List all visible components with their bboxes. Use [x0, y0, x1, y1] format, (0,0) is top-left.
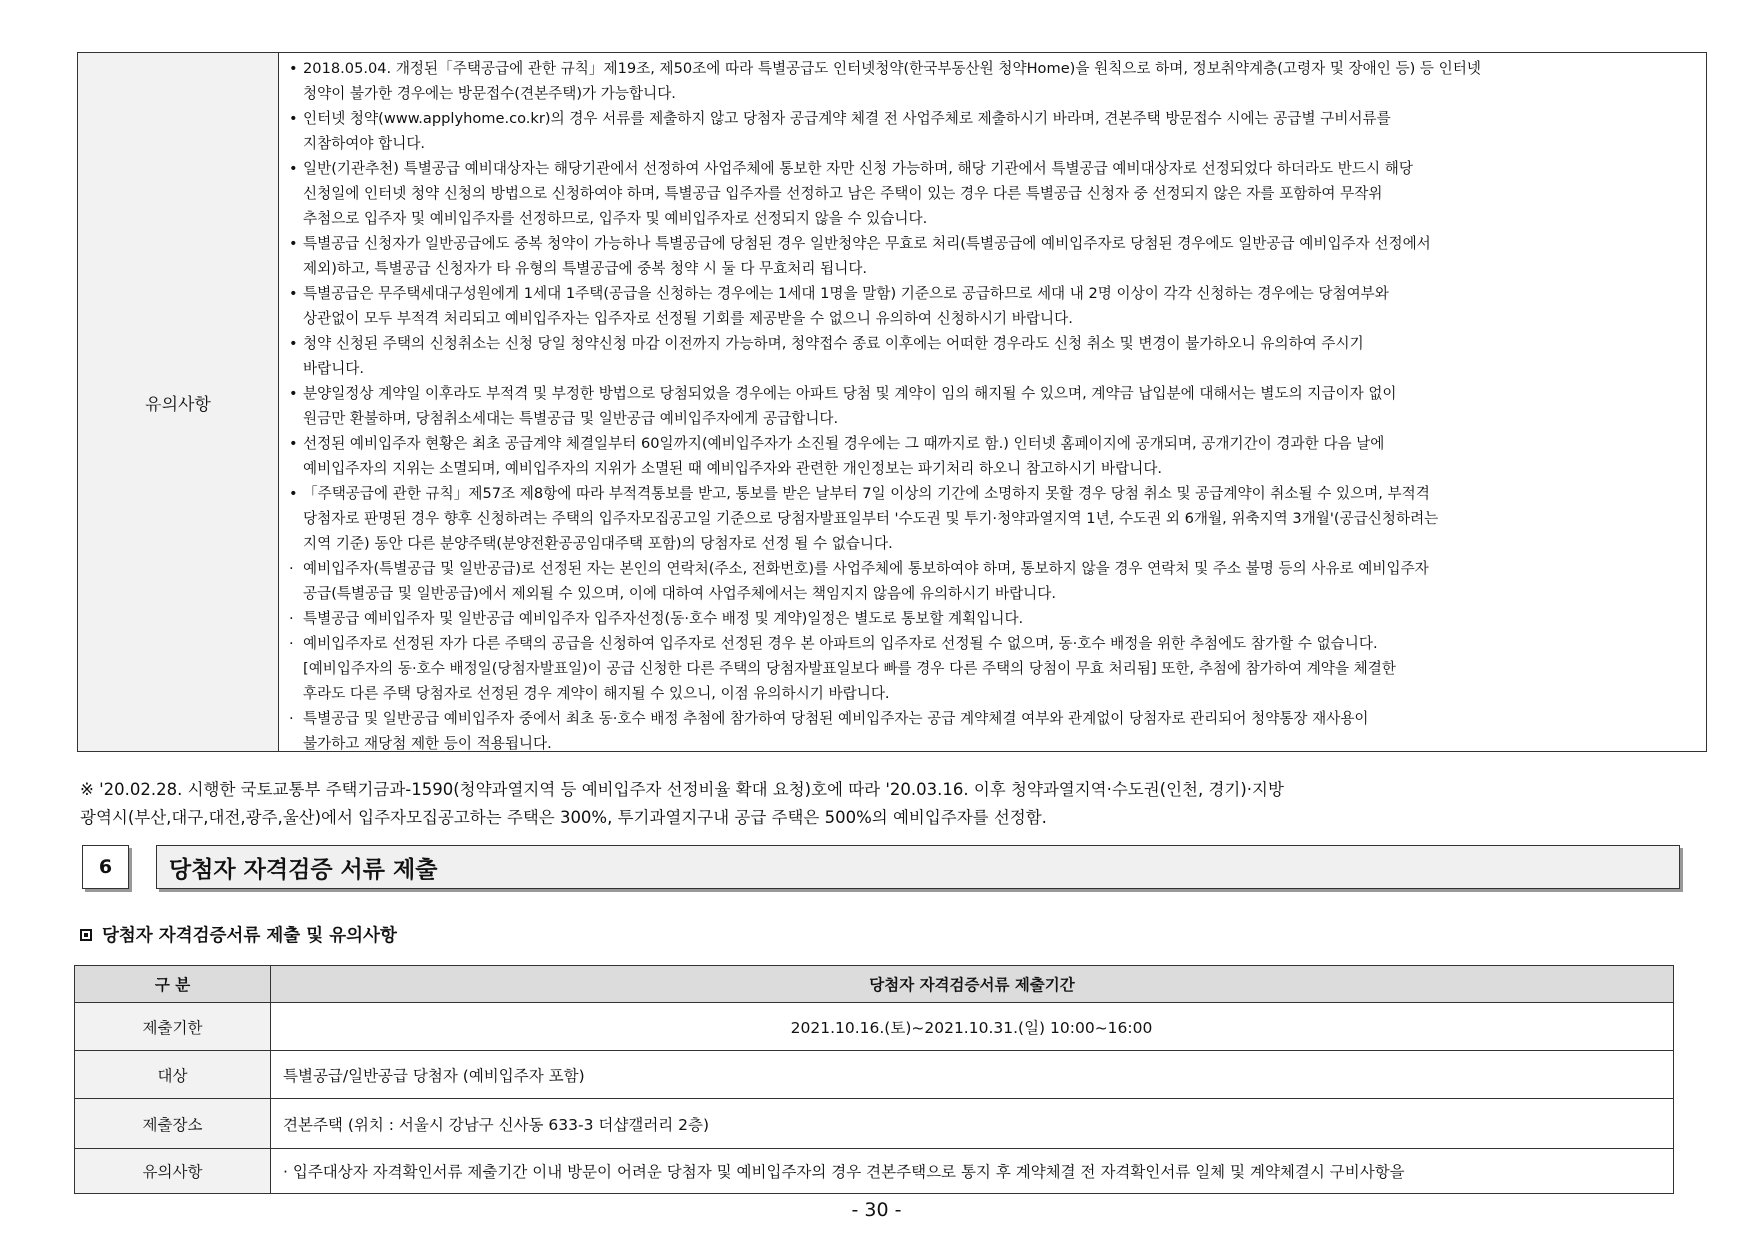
- section-title: 당첨자 자격검증 서류 제출: [156, 845, 1680, 889]
- table-row: [75, 1051, 1674, 1099]
- bullet-marker: •: [289, 60, 298, 77]
- note-item: [289, 706, 1696, 756]
- row-label: 유의사항: [75, 1149, 271, 1194]
- table-row: [75, 1149, 1674, 1194]
- note-item: [289, 56, 1696, 106]
- footnote: ※ '20.02.28. 시행한 국토교통부 주택기금과-1590(청약과열지역 등 예비입주자 선정비율 확대 요청)호에 따라 '20.03.16. 이후 청약과열지역·수도권(인천, 경기)·지방 광역시(부산,대구,대전,광주,울산)에서 입주자모집공고하는 주택은 300%, 투기과열지구내 공급 주택은 500%의 예비입주자를 선정함.: [80, 780, 1284, 827]
- row-label: 제출기한: [75, 1003, 271, 1051]
- document-submission-table: [74, 965, 1674, 1194]
- note-text: 예비입주자(특별공급 및 일반공급)로 선정된 자는 본인의 연락처(주소, 전화번호)를 사업주체에 통보하여야 하며, 통보하지 않을 경우 연락처 및 주소 불명 등의 사유로 예비입주자 공급(특별공급 및 일반공급)에서 제외될 수 있으며, 이에 대하여 사업주체에서는 책임지지 않음에 유의하시기 바랍니다.: [303, 560, 1429, 602]
- bullet-marker: ·: [289, 635, 294, 652]
- note-text: 예비입주자로 선정된 자가 다른 주택의 공급을 신청하여 입주자로 선정된 경우 본 아파트의 입주자로 선정될 수 없으며, 동·호수 배정을 위한 추첨에도 참가할 수 없습니다. [예비입주자의 동·호수 배정일(당첨자발표일)이 공급 신청한 다른 주택의 당첨자발표일보다 빠를 경우 다른 주택의 당첨이 무효 처리됨] 또한, 추첨에 참가하여 계약을 체결한 후라도 다른 주택 당첨자로 선정된 경우 계약이 해지될 수 있으니, 이점 유의하시기 바랍니다.: [303, 635, 1396, 702]
- square-bullet-icon: [80, 929, 92, 941]
- table-row: [75, 1003, 1674, 1051]
- section-number: 6: [82, 845, 129, 889]
- row-value: 견본주택 (위치 : 서울시 강남구 신사동 633-3 더샵갤러리 2층): [271, 1099, 1674, 1149]
- note-text: 2018.05.04. 개정된「주택공급에 관한 규칙」제19조, 제50조에 따라 특별공급도 인터넷청약(한국부동산원 청약Home)을 원칙으로 하며, 정보취약계층(고령자 및 장애인 등) 등 인터넷 청약이 불가한 경우에는 방문접수(견본주택)가 가능합니다.: [303, 60, 1481, 102]
- row-value: 2021.10.16.(토)~2021.10.31.(일) 10:00~16:00: [271, 1003, 1674, 1051]
- note-item: [289, 481, 1696, 556]
- page-number: - 30 -: [851, 1199, 902, 1221]
- bullet-marker: •: [289, 235, 298, 252]
- note-text: 특별공급 신청자가 일반공급에도 중복 청약이 가능하나 특별공급에 당첨된 경우 일반청약은 무효로 처리(특별공급에 예비입주자로 당첨된 경우에도 일반공급 예비입주자 선정에서 제외)하고, 특별공급 신청자가 타 유형의 특별공급에 중복 청약 시 둘 다 무효처리 됩니다.: [303, 235, 1431, 277]
- note-item: [289, 606, 1696, 631]
- bullet-marker: ·: [289, 710, 294, 727]
- bullet-marker: •: [289, 435, 298, 452]
- note-item: [289, 281, 1696, 331]
- bullet-marker: •: [289, 110, 298, 127]
- bullet-marker: •: [289, 335, 298, 352]
- note-text: 선정된 예비입주자 현황은 최초 공급계약 체결일부터 60일까지(예비입주자가 소진될 경우에는 그 때까지로 함.) 인터넷 홈페이지에 공개되며, 공개기간이 경과한 다음 날에 예비입주자의 지위는 소멸되며, 예비입주자의 지위가 소멸된 때 예비입주자와 관련한 개인정보는 파기처리 하오니 참고하시기 바랍니다.: [303, 435, 1385, 477]
- row-label: 대상: [75, 1051, 271, 1099]
- note-item: [289, 556, 1696, 606]
- bullet-marker: ·: [289, 560, 294, 577]
- subheading: [80, 922, 397, 947]
- header-period: 당첨자 자격검증서류 제출기간: [271, 966, 1674, 1003]
- note-item: [289, 431, 1696, 481]
- note-item: [289, 631, 1696, 706]
- note-text: 인터넷 청약(www.applyhome.co.kr)의 경우 서류를 제출하지 않고 당첨자 공급계약 체결 전 사업주체로 제출하시기 바라며, 견본주택 방문접수 시에는 공급별 구비서류를 지참하여야 합니다.: [303, 110, 1391, 152]
- note-text: 「주택공급에 관한 규칙」제57조 제8항에 따라 부적격통보를 받고, 통보를 받은 날부터 7일 이상의 기간에 소명하지 못할 경우 당첨 취소 및 공급계약이 취소될 수 있으며, 부적격 당첨자로 판명된 경우 향후 신청하려는 주택의 입주자모집공고일 기준으로 당첨자발표일부터 '수도권 및 투기·청약과열지역 1년, 수도권 외 6개월, 위축지역 3개월'(공급신청하려는 지역 기준) 동안 다른 분양주택(분양전환공공임대주택 포함)의 당첨자로 선정 될 수 없습니다.: [303, 485, 1439, 552]
- row-value: · 입주대상자 자격확인서류 제출기간 이내 방문이 어려운 당첨자 및 예비입주자의 경우 견본주택으로 통지 후 계약체결 전 자격확인서류 일체 및 계약체결시 구비사항을: [271, 1149, 1674, 1194]
- table-row: [75, 1099, 1674, 1149]
- note-item: [289, 381, 1696, 431]
- table-header-row: [75, 966, 1674, 1003]
- bullet-marker: •: [289, 385, 298, 402]
- header-category: 구 분: [75, 966, 271, 1003]
- notes-body: [279, 53, 1706, 751]
- note-text: 일반(기관추천) 특별공급 예비대상자는 해당기관에서 선정하여 사업주체에 통보한 자만 신청 가능하며, 해당 기관에서 특별공급 예비대상자로 선정되었다 하더라도 반드시 해당 신청일에 인터넷 청약 신청의 방법으로 신청하여야 하며, 특별공급 입주자를 선정하고 남은 주택이 있는 경우 다른 특별공급 신청자 중 선정되지 않은 자를 포함하여 무작위 추첨으로 입주자 및 예비입주자를 선정하므로, 입주자 및 예비입주자로 선정되지 않을 수 있습니다.: [303, 160, 1413, 227]
- row-label: 제출장소: [75, 1099, 271, 1149]
- bullet-marker: •: [289, 160, 298, 177]
- note-item: [289, 231, 1696, 281]
- note-item: [289, 331, 1696, 381]
- note-text: 특별공급 및 일반공급 예비입주자 중에서 최초 동·호수 배정 추첨에 참가하여 당첨된 예비입주자는 공급 계약체결 여부와 관계없이 당첨자로 관리되어 청약통장 재사용이 불가하고 재당첨 제한 등이 적용됩니다.: [303, 710, 1369, 752]
- note-text: 특별공급은 무주택세대구성원에게 1세대 1주택(공급을 신청하는 경우에는 1세대 1명을 말함) 기준으로 공급하므로 세대 내 2명 이상이 각각 신청하는 경우에는 당첨여부와 상관없이 모두 부적격 처리되고 예비입주자는 입주자로 선정될 기회를 제공받을 수 없으니 유의하여 신청하시기 바랍니다.: [303, 285, 1389, 327]
- subheading-text: 당첨자 자격검증서류 제출 및 유의사항: [102, 926, 397, 946]
- bullet-marker: ·: [289, 610, 294, 627]
- row-value: 특별공급/일반공급 당첨자 (예비입주자 포함): [271, 1051, 1674, 1099]
- note-text: 청약 신청된 주택의 신청취소는 신청 당일 청약신청 마감 이전까지 가능하며, 청약접수 종료 이후에는 어떠한 경우라도 신청 취소 및 변경이 불가하오니 유의하여 주시기 바랍니다.: [303, 335, 1364, 377]
- note-item: [289, 106, 1696, 156]
- note-item: [289, 156, 1696, 231]
- notes-label: 유의사항: [78, 53, 279, 751]
- notes-table: [77, 52, 1707, 752]
- bullet-marker: •: [289, 485, 298, 502]
- bullet-marker: •: [289, 285, 298, 302]
- note-text: 특별공급 예비입주자 및 일반공급 예비입주자 입주자선정(동·호수 배정 및 계약)일정은 별도로 통보할 계획입니다.: [303, 610, 1024, 627]
- note-text: 분양일정상 계약일 이후라도 부적격 및 부정한 방법으로 당첨되었을 경우에는 아파트 당첨 및 계약이 임의 해지될 수 있으며, 계약금 납입분에 대해서는 별도의 지급이자 없이 원금만 환불하며, 당첨취소세대는 특별공급 및 일반공급 예비입주자에게 공급합니다.: [303, 385, 1397, 427]
